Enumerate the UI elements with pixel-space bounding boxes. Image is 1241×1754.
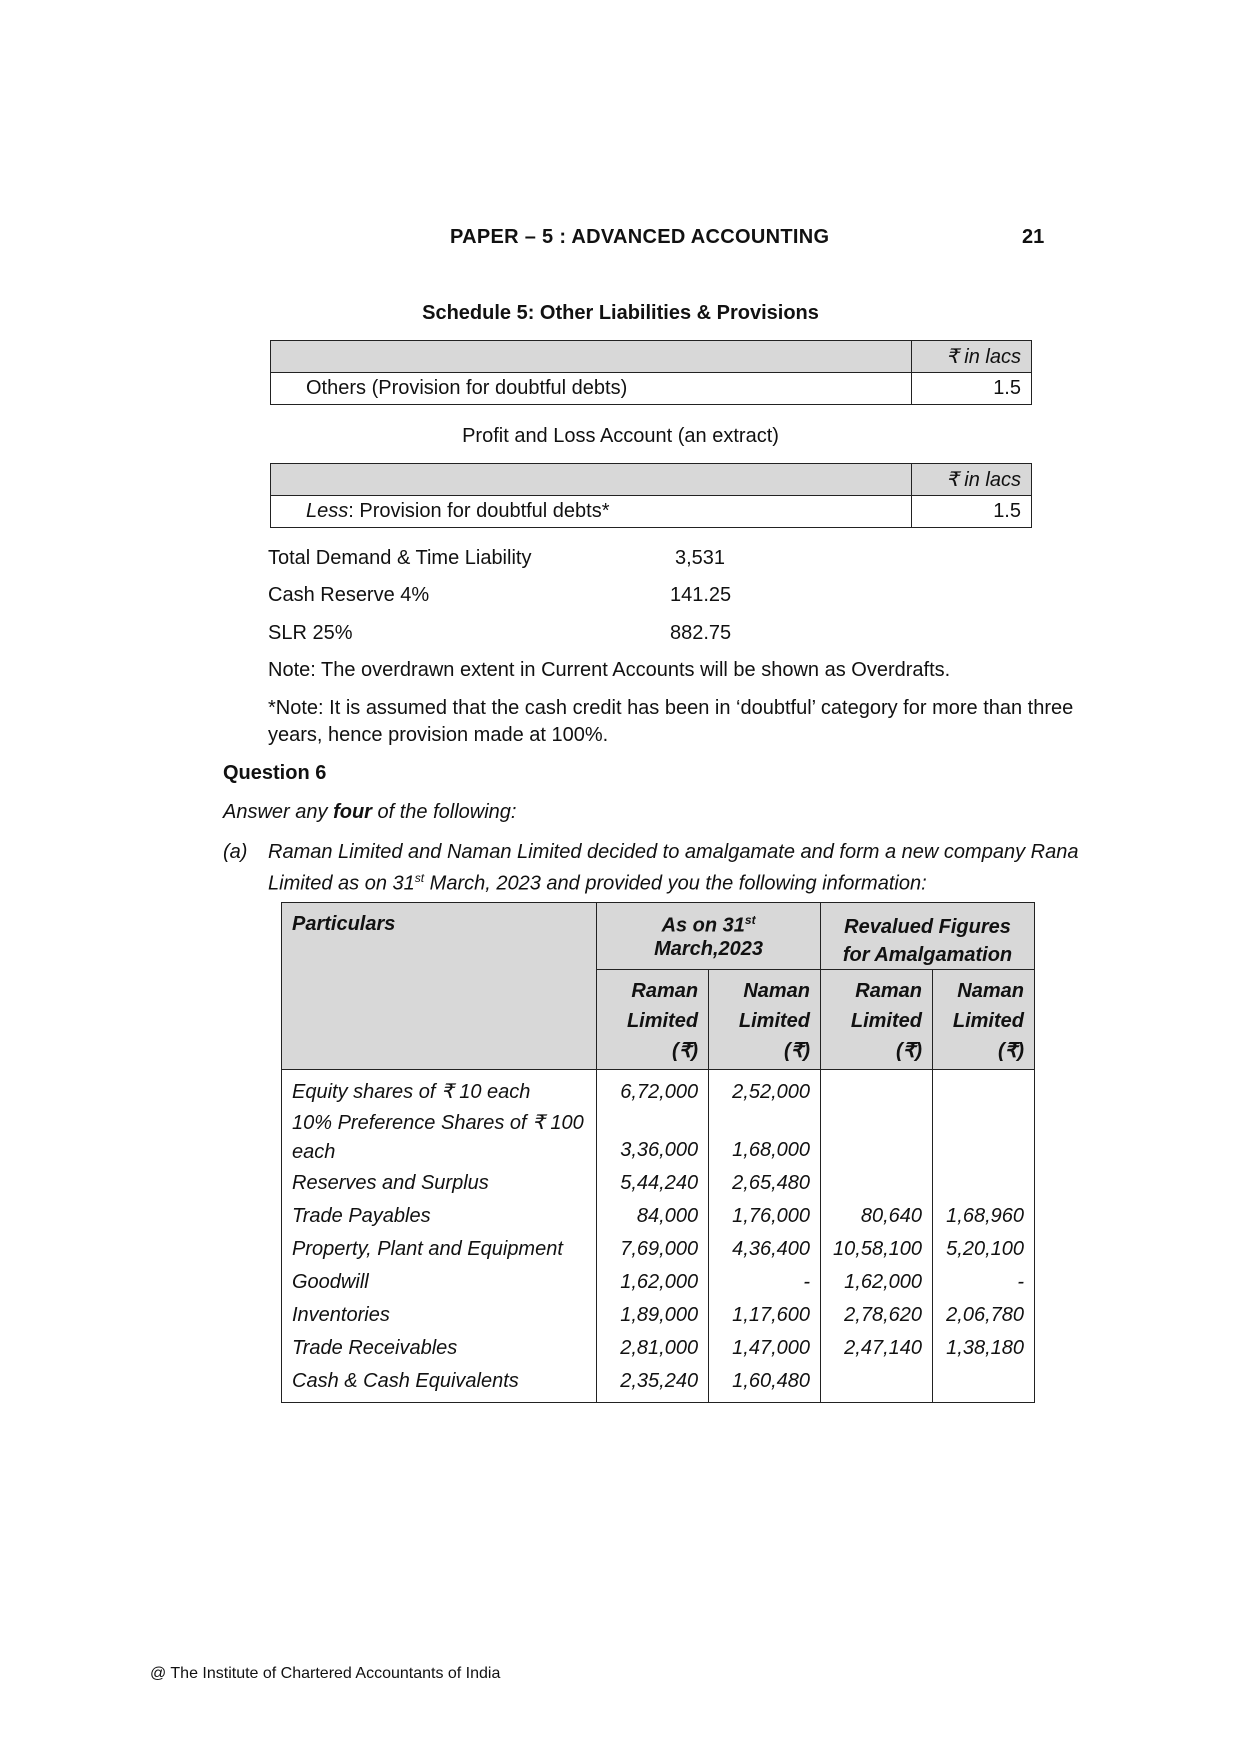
schedule-5-table (270, 340, 1032, 405)
table-row: 10% Preference Shares of ₹ 100 each 3,36,000 1,68,000 (282, 1109, 1035, 1167)
subheader-raman-revalued: Raman Limited (₹) (821, 970, 933, 1070)
table-row: Property, Plant and Equipment 7,69,000 4,36,400 10,58,100 5,20,100 (282, 1233, 1035, 1266)
liability-value-slr: 882.75 (670, 622, 732, 644)
subheader-naman-asis: Naman Limited (₹) (709, 970, 821, 1070)
pl-extract-unit: ₹ in lacs (912, 464, 1032, 496)
question-part-label: (a) (223, 841, 248, 863)
schedule-5-header-blank (271, 341, 912, 373)
table-row: Goodwill 1,62,000 - 1,62,000 - (282, 1266, 1035, 1299)
liability-label-slr: SLR 25% (268, 622, 353, 644)
question-instruction: Answer any four of the following: (223, 801, 517, 823)
pl-extract-table (270, 463, 1032, 528)
schedule-5-unit: ₹ in lacs (912, 341, 1032, 373)
page-number: 21 (1022, 226, 1045, 248)
header-as-on: As on 31st March,2023 (597, 903, 821, 970)
pl-extract-title: Profit and Loss Account (an extract) (462, 425, 779, 447)
liability-value-cash-reserve: 141.25 (670, 584, 732, 606)
subheader-raman-asis: Raman Limited (₹) (597, 970, 709, 1070)
pl-extract-row-label: Less: Provision for doubtful debts* (271, 496, 912, 528)
header-particulars: Particulars (282, 903, 597, 1070)
note-doubtful-line2: years, hence provision made at 100%. (268, 724, 609, 746)
question-part-line1: Raman Limited and Naman Limited decided to amalgamate and form a new company Rana (268, 841, 1079, 863)
schedule-5-row-label: Others (Provision for doubtful debts) (271, 373, 912, 405)
liability-label-total: Total Demand & Time Liability (268, 547, 532, 569)
question-part-line2: Limited as on 31st March, 2023 and provided you the following information: (268, 871, 927, 895)
subheader-naman-revalued: Naman Limited (₹) (933, 970, 1035, 1070)
table-row: Equity shares of ₹ 10 each 6,72,000 2,52,000 (282, 1070, 1035, 1110)
note-overdraft: Note: The overdrawn extent in Current Accounts will be shown as Overdrafts. (268, 659, 951, 681)
question-title: Question 6 (223, 762, 327, 784)
schedule-5-row-value: 1.5 (912, 373, 1032, 405)
table-row: Reserves and Surplus 5,44,240 2,65,480 (282, 1167, 1035, 1200)
liability-value-total: 3,531 (675, 547, 726, 569)
footer-text: @ The Institute of Chartered Accountants of India (150, 1665, 501, 1682)
schedule-5-title: Schedule 5: Other Liabilities & Provisions (422, 302, 819, 324)
pl-extract-row-value: 1.5 (912, 496, 1032, 528)
table-row: Cash & Cash Equivalents 2,35,240 1,60,480 (282, 1365, 1035, 1403)
table-row: Trade Receivables 2,81,000 1,47,000 2,47,140 1,38,180 (282, 1332, 1035, 1365)
table-row: Inventories 1,89,000 1,17,600 2,78,620 2,06,780 (282, 1299, 1035, 1332)
header-revalued: Revalued Figures for Amalgamation (821, 903, 1035, 970)
table-row: Trade Payables 84,000 1,76,000 80,640 1,68,960 (282, 1200, 1035, 1233)
page-header-title: PAPER – 5 : ADVANCED ACCOUNTING (450, 226, 830, 248)
amalgamation-table (281, 902, 1035, 1403)
liability-label-cash-reserve: Cash Reserve 4% (268, 584, 430, 606)
pl-extract-header-blank (271, 464, 912, 496)
note-doubtful-line1: *Note: It is assumed that the cash credit has been in ‘doubtful’ category for more than three (268, 697, 1074, 719)
